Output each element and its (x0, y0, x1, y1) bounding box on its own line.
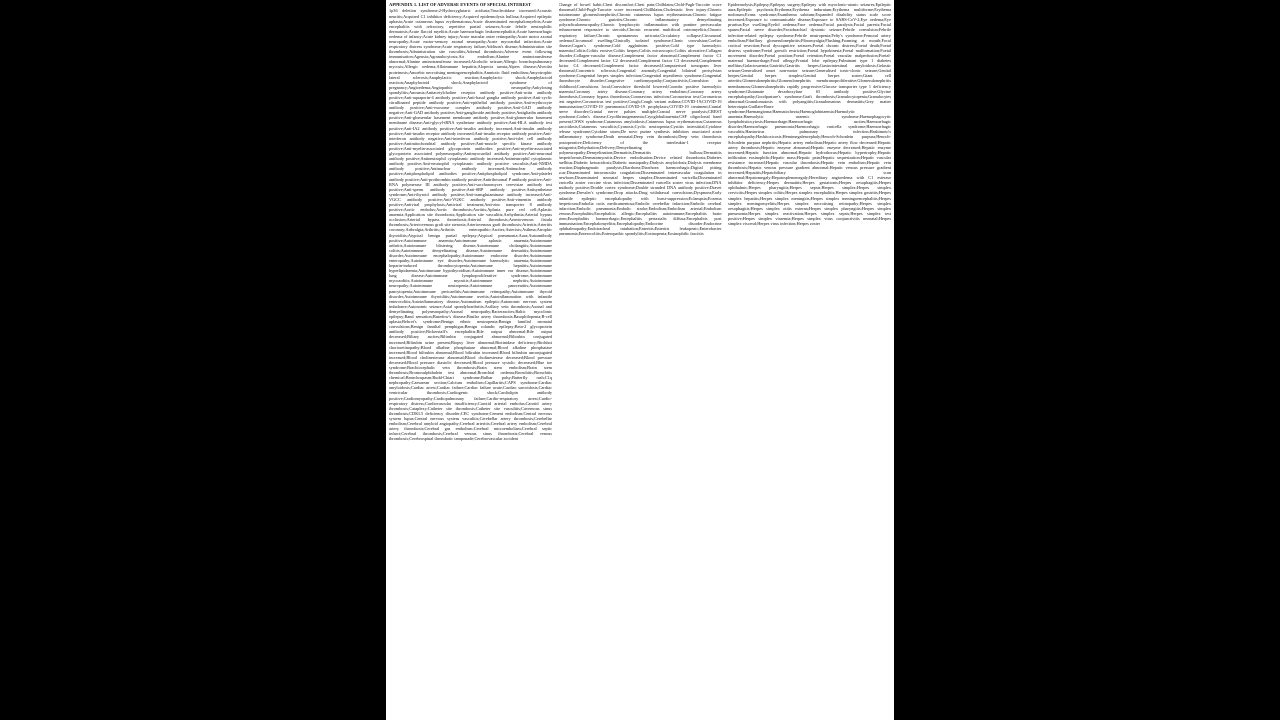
column-2-paragraph-1: Change of bowel habit;Chest discomfort;Chest pain;Chilblains;Child-Pugh-Turcotte score abnormal;Child-Pugh-Turcotte score increased;Chillblains;Cholestatic liver injury;Chronic autoimmune glomerulonephritis;Chronic cutaneous lupus erythematosus;Chronic fatigue syndrome;Chronic gastritis;Chronic inflammatory demyelinating polyradiculoneuropathy;Chronic lymphocytic inflammation with pontine perivascular enhancement responsive to steroids;Chronic recurrent multifocal osteomyelitis;Chronic respiratory failure;Chronic spontaneous urticaria;Circulatory collapse;Circumoral oedema;Circumoral swelling;Clinically isolated syndrome;Clonic convulsion;Coeliac disease;Cogan's syndrome;Cold agglutinins positive;Cold type haemolytic anaemia;Colitis;Colitis erosive;Colitis herpes;Colitis microscopic;Colitis ulcerative;Collagen disorder;Collagen-vascular disease;Complement factor abnormal;Complement factor C1 decreased;Complement factor C2 decreased;Complement factor C3 decreased;Complement factor C4 decreased;Complement factor decreased;Computerised tomogram liver abnormal;Concentric sclerosis;Congenital anomaly;Congenital bilateral perisylvian syndrome;Congenital herpes simplex infection;Congenital myasthenic syndrome;Congenital thrombocyte disorder;Congestive cardiomyopathy;Conjunctivitis;Convulsion in childhood;Convulsions local;Convulsive threshold lowered;Coombs positive haemolytic anaemia;Coronary artery disease;Coronary artery embolism;Coronary artery thrombosis;Coronary bypass thrombosis;Coronavirus infection;Coronavirus test;Coronavirus test negative;Coronavirus test positive;Cough;Cough variant asthma;COVID-19;COVID-19 immunisation;COVID-19 pneumonia;COVID-19 prophylaxis;COVID-19 treatment;Cranial nerve disorder;Cranial nerve palsies multiple;Cranial nerve paralysis;CREST syndrome;Crohn's disease;Cryofibrinogenaemia;Cryoglobulinaemia;CSF oligoclonal band present;CSWS syndrome;Cutaneous amyloidosis;Cutaneous lupus erythematosus;Cutaneous sarcoidosis;Cutaneous vasculitis;Cyanosis;Cyclic neutropenia;Cystitis interstitial;Cytokine release syndrome;Cytokine storm;De novo purine synthesis inhibitors associated acute inflammatory syndrome;Death neonatal;Deep vein thrombosis;Deep vein thrombosis postoperative;Deficiency of the interleukin-1 receptor antagonist;Dehydration;Delivery;Demyelinating polyneuropathy;Demyelination;Dermatitis;Dermatitis bullous;Dermatitis herpetiformis;Dermatomyositis;Device embolisation;Device related thrombosis;Diabetes mellitus;Diabetic ketoacidosis;Diabetic mastopathy;Dialysis amyloidosis;Dialysis membrane reaction;Diaphragmatic paralysis;Diarrhoea;Diarrhoea haemorrhagic;Digital pitting scar;Disseminated intravascular coagulation;Disseminated intravascular coagulation in newborn;Disseminated neonatal herpes simplex;Disseminated varicella;Disseminated varicella zoster vaccine virus infection;Disseminated varicella zoster virus infection;DNA antibody positive;Double cortex syndrome;Double stranded DNA antibody positive;Dravet syndrome;Dressler's syndrome;Drop attacks;Drug withdrawal convulsions;Dyspnoea;Early infantile epileptic encephalopathy with burst-suppression;Eclampsia;Eczema herpeticum;Embolia cutis medicamentosa;Embolic cerebellar infarction;Embolic cerebral infarction;Embolic pneumonia;Embolic stroke;Embolism;Embolism arterial;Embolism venous;Encephalitis;Encephalitis allergic;Encephalitis autoimmune;Encephalitis brain stem;Encephalitis haemorrhagic;Encephalitis periaxialis diffusa;Encephalitis post immunisation;Encephalomyelitis;Encephalopathy;Endocrine disorder;Endocrine ophthalmopathy;Endotracheal intubation;Enteritis;Enteritis leukopenic;Enterobacter pneumonia;Enterocolitis;Enteropathic spondylitis;Eosinopenia;Eosinophilic fasciitis (558, 2, 722, 237)
column-2 (559, 2, 722, 718)
column-1 (389, 2, 552, 718)
column-1-paragraph-1: 1p36 deletion syndrome;2-Hydroxyglutaric aciduria;5'nucleotidase increased;Acoustic neuritis;Acquired C1 inhibitor deficiency;Acquired epidermolysis bullosa;Acquired epileptic aphasia;Acute cutaneous lupus erythematosus;Acute disseminated encephalomyelitis;Acute encephalitis with refractory, repetitive partial seizures;Acute febrile neutrophilic dermatosis;Acute flaccid myelitis;Acute haemorrhagic leukoencephalitis;Acute haemorrhagic oedema of infancy;Acute kidney injury;Acute macular outer retinopathy;Acute motor axonal neuropathy;Acute motor-sensory axonal neuropathy;Acute myocardial infarction;Acute respiratory distress syndrome;Acute respiratory failure;Addison's disease;Administration site thrombosis;Administration site vasculitis;Adrenal thrombosis;Adverse event following immunisation;Ageusia;Agranulocytosis;Air embolism;Alanine aminotransferase abnormal;Alanine aminotransferase increased;Alcoholic seizure;Allergic bronchopulmonary mycosis;Allergic oedema;Alloimmune hepatitis;Alopecia areata;Alpers disease;Alveolar proteinosis;Amoebic necrotising meningoencephalitis;Amniotic fluid embolism;Amyotrophic lateral sclerosis;Anaphylactic reaction;Anaphylactic shock;Anaphylactoid reaction;Anaphylactoid shock;Anaphylactoid syndrome of pregnancy;Angioedema;Angiopathic neuropathy;Ankylosing spondylitis;Anosmia;Antiacetylcholine receptor antibody positive;Anti-actin antibody positive;Anti-aquaporin-4 antibody positive;Anti-basal ganglia antibody positive;Anti-cyclic citrullinated peptide antibody positive;Anti-epithelial antibody positive;Anti-erythrocyte antibody positive;Anti-exosome complex antibody positive;Anti-GAD antibody negative;Anti-GAD antibody positive;Anti-ganglioside antibody positive;Antigliadin antibody positive;Anti-glomerular basement membrane antibody positive;Anti-glomerular basement membrane disease;Anti-glycyl-tRNA synthetase antibody positive;Anti-HLA antibody test positive;Anti-IA2 antibody positive;Anti-insulin antibody increased;Anti-insulin antibody positive;Anti-insulin receptor antibody increased;Anti-insulin receptor antibody positive;Anti-interferon antibody negative;Anti-interferon antibody positive;Anti-islet cell antibody positive;Antimitochondrial antibody positive;Anti-muscle specific kinase antibody positive;Anti-myelin-associated glycoprotein antibodies positive;Anti-myelin-associated glycoprotein associated polyneuropathy;Antimyocardial antibody positive;Anti-neuronal antibody positive;Antineutrophil cytoplasmic antibody increased;Antineutrophil cytoplasmic antibody positive;Anti-neutrophil cytoplasmic antibody positive vasculitis;Anti-NMDA antibody positive;Antinuclear antibody increased;Antinuclear antibody positive;Antiphospholipid antibodies positive;Antiphospholipid syndrome;Anti-platelet antibody positive;Anti-prothrombin antibody positive;Antiribosomal P antibody positive;Anti-RNA polymerase III antibody positive;Anti-saccharomyces cerevisiae antibody test positive;Anti-sperm antibody positive;Anti-SRP antibody positive;Antisynthetase syndrome;Anti-thyroid antibody positive;Anti-transglutaminase antibody increased;Anti-VGCC antibody positive;Anti-VGKC antibody positive;Anti-vimentin antibody positive;Antiviral prophylaxis;Antiviral treatment;Anti-zinc transporter 8 antibody positive;Aortic embolus;Aortic thrombosis;Aortitis;Aplasia pure red cell;Aplastic anaemia;Application site thrombosis;Application site vasculitis;Arrhythmia;Arterial bypass occlusion;Arterial bypass thrombosis;Arterial thrombosis;Arteriovenous fistula thrombosis;Arteriovenous graft site stenosis;Arteriovenous graft thrombosis;Arteritis;Arteritis coronary;Arthralgia;Arthritis;Arthritis enteropathic;Ascites;Asterixis;Asthma;Atrophic thyroiditis;Atypical benign partial epilepsy;Atypical pneumonia;Aura;Autoantibody positive;Autoimmune anaemia;Autoimmune aplastic anaemia;Autoimmune arthritis;Autoimmune blistering disease;Autoimmune cholangitis;Autoimmune colitis;Autoimmune demyelinating disease;Autoimmune dermatitis;Autoimmune disorder;Autoimmune encephalopathy;Autoimmune endocrine disorder;Autoimmune enteropathy;Autoimmune eye disorder;Autoimmune haemolytic anaemia;Autoimmune heparin-induced thrombocytopenia;Autoimmune hepatitis;Autoimmune hyperlipidaemia;Autoimmune hypothyroidism;Autoimmune inner ear disease;Autoimmune lung disease;Autoimmune lymphoproliferative syndrome;Autoimmune myocarditis;Autoimmune myositis;Autoimmune nephritis;Autoimmune neuropathy;Autoimmune neutropenia;Autoimmune pancreatitis;Autoimmune pancytopenia;Autoimmune pericarditis;Autoimmune retinopathy;Autoimmune thyroid disorder;Autoimmune thyroiditis;Autoimmune uveitis;Autoinflammation with infantile enterocolitis;Autoinflammatory disease;Automatism epileptic;Autonomic nervous system imbalance;Autonomic seizure;Axial spondyloarthritis;Axillary vein thrombosis;Axonal and demyelinating polyneuropathy;Axonal neuropathy;Bacterascites;Baltic myoclonic epilepsy;Band sensation;Basedow's disease;Basilar artery thrombosis;Basophilopenia;B-cell aplasia;Behcet's syndrome;Benign ethnic neutropenia;Benign familial neonatal convulsions;Benign familial pemphigus;Benign rolandic epilepsy;Beta-2 glycoprotein antibody positive;Bickerstaff's encephalitis;Bile output abnormal;Bile output decreased;Biliary ascites;Bilirubin conjugated abnormal;Bilirubin conjugated increased;Bilirubin urine present;Biopsy liver abnormal;Biotinidase deficiency;Birdshot chorioretinopathy;Blood alkaline phosphatase abnormal;Blood alkaline phosphatase increased;Blood bilirubin abnormal;Blood bilirubin increased;Blood bilirubin unconjugated increased;Blood cholinesterase abnormal;Blood cholinesterase decreased;Blood pressure decreased;Blood pressure diastolic decreased;Blood pressure systolic decreased;Blue toe syndrome;Brachiocephalic vein thrombosis;Brain stem embolism;Brain stem thrombosis;Bromosulphthalein test abnormal;Bronchial oedema;Bronchitis;Bronchitis chemical;Bronchospasm;Budd-Chiari syndrome;Bulbar palsy;Butterfly rash;C1q nephropathy;Caesarean section;Calcium embolism;Capillaritis;CAPS syndrome;Cardiac amyloidosis;Cardiac arrest;Cardiac failure;Cardiac failure acute;Cardiac sarcoidosis;Cardiac ventricular thrombosis;Cardiogenic shock;Cardiolipin antibody positive;Cardiomyopathy;Cardiopulmonary failure;Cardio-respiratory arrest;Cardio-respiratory distress;Cardiovascular insufficiency;Carotid arterial embolus;Carotid artery thrombosis;Cataplexy;Catheter site thrombosis;Catheter site vasculitis;Cavernous sinus thrombosis;CDKL5 deficiency disorder;CEC syndrome;Cement embolism;Central nervous system lupus;Central nervous system vasculitis;Cerebellar artery thrombosis;Cerebellar embolism;Cerebral amyloid angiopathy;Cerebral arteritis;Cerebral artery embolism;Cerebral artery thrombosis;Cerebral gas embolism;Cerebral microembolism;Cerebral septic infarct;Cerebral thrombosis;Cerebral venous sinus thrombosis;Cerebral venous thrombosis;Cerebrospinal thrombotic tamponade;Cerebrovascular accident (389, 8, 552, 442)
document-page (386, 0, 894, 720)
document-title: APPENDIX 1. LIST OF ADVERSE EVENTS OF SPECIAL INTEREST (389, 2, 532, 7)
column-3 (728, 2, 891, 718)
document-columns (386, 0, 894, 718)
column-3-paragraph-1: Epidermolysis;Epilepsy;Epilepsy surgery;Epilepsy with myoclonic-atonic seizures;Epileptic aura;Epileptic psychosis;Erythema;Erythema induratum;Erythema multiforme;Erythema nodosum;Evans syndrome;Exanthema subitum;Expanded disability status scale score increased;Exposure to communicable disease;Exposure to SARS-CoV-2;Eye oedema;Eye pruritus;Eye swelling;Eyelid oedema;Face oedema;Facial paralysis;Facial paresis;Facial spasm;Facial nerve disorder;Faciobrachial dystonic seizure;Febrile convulsion;Febrile infection-related epilepsy syndrome;Febrile neutropenia;Felty's syndrome;Femoral artery embolism;Fibrillary glomerulonephritis;Fibromyalgia;Flushing;Foaming at mouth;Focal cortical resection;Focal dyscognitive seizures;Foetal chronic distress;Foetal death;Foetal distress syndrome;Foetal growth restriction;Foetal hypokinesia;Foetal malformation;Foetal movement disorder;Foetal position;Foetal retention;Foetal vascular malperfusion;Foetal-maternal haemorrhage;Food allergy;Frontal lobe epilepsy;Fulminant type 1 diabetes mellitus;Galactosaemia;Gastritis;Gastritis herpes;Gastrointestinal amyloidosis;Gelastic seizure;Generalised onset non-motor seizure;Generalised tonic-clonic seizure;Genital herpes;Genital herpes simplex;Genital herpes zoster;Giant cell arteritis;Glomerulonephritis;Glomerulonephritis membranoproliferative;Glomerulonephritis membranous;Glomerulonephritis rapidly progressive;Glucose transporter type 1 deficiency syndrome;Glutamate decarboxylase 65 antibody positive;Glycine encephalopathy;Goodpasture's syndrome;Graft thrombosis;Granulocytopenia;Granulocytes abnormal;Granulomatosis with polyangiitis;Granulomatous dermatitis;Grey matter heterotopia;Guillain-Barre syndrome;Haemangioma;Haematochezia;Haemoglobinaemia;Haemolytic anaemia;Haemolytic uraemic syndrome;Haemophagocytic lymphohistiocytosis;Haemorrhage;Haemorrhagic ascites;Haemorrhagic disorder;Haemorrhagic pneumonia;Haemorrhagic varicella syndrome;Haemorrhagic vasculitis;Hantavirus pulmonary infection;Hashimoto's encephalopathy;Hashitoxicosis;Hemimegalencephaly;Henoch-Schonlein purpura;Henoch-Schonlein purpura nephritis;Hepatic artery embolism;Hepatic artery flow decreased;Hepatic artery thrombosis;Hepatic enzyme abnormal;Hepatic enzyme decreased;Hepatic enzyme increased;Hepatic function abnormal;Hepatic hydrothorax;Hepatic hypertrophy;Hepatic infiltration eosinophilic;Hepatic mass;Hepatic pain;Hepatic sequestration;Hepatic vascular resistance increased;Hepatic vascular thrombosis;Hepatic vein embolism;Hepatic vein thrombosis;Hepatic venous pressure gradient abnormal;Hepatic venous pressure gradient increased;Hepatitis;Hepatobiliary scan abnormal;Hepatomegaly;Hepatosplenomegaly;Hereditary angioedema with C1 esterase inhibitor deficiency;Herpes dermatitis;Herpes gestationis;Herpes oesophagitis;Herpes ophthalmic;Herpes pharyngitis;Herpes sepsis;Herpes simplex;Herpes simplex cervicitis;Herpes simplex colitis;Herpes simplex encephalitis;Herpes simplex gastritis;Herpes simplex hepatitis;Herpes simplex meningitis;Herpes simplex meningoencephalitis;Herpes simplex meningomyelitis;Herpes simplex necrotising retinopathy;Herpes simplex oesophagitis;Herpes simplex otitis externa;Herpes simplex pharyngitis;Herpes simplex pneumonia;Herpes simplex reactivation;Herpes simplex sepsis;Herpes simplex test positive;Herpes simplex viraemia;Herpes simplex virus conjunctivitis neonatal;Herpes simplex visceral;Herpes virus infection;Herpes zoster (728, 2, 891, 227)
